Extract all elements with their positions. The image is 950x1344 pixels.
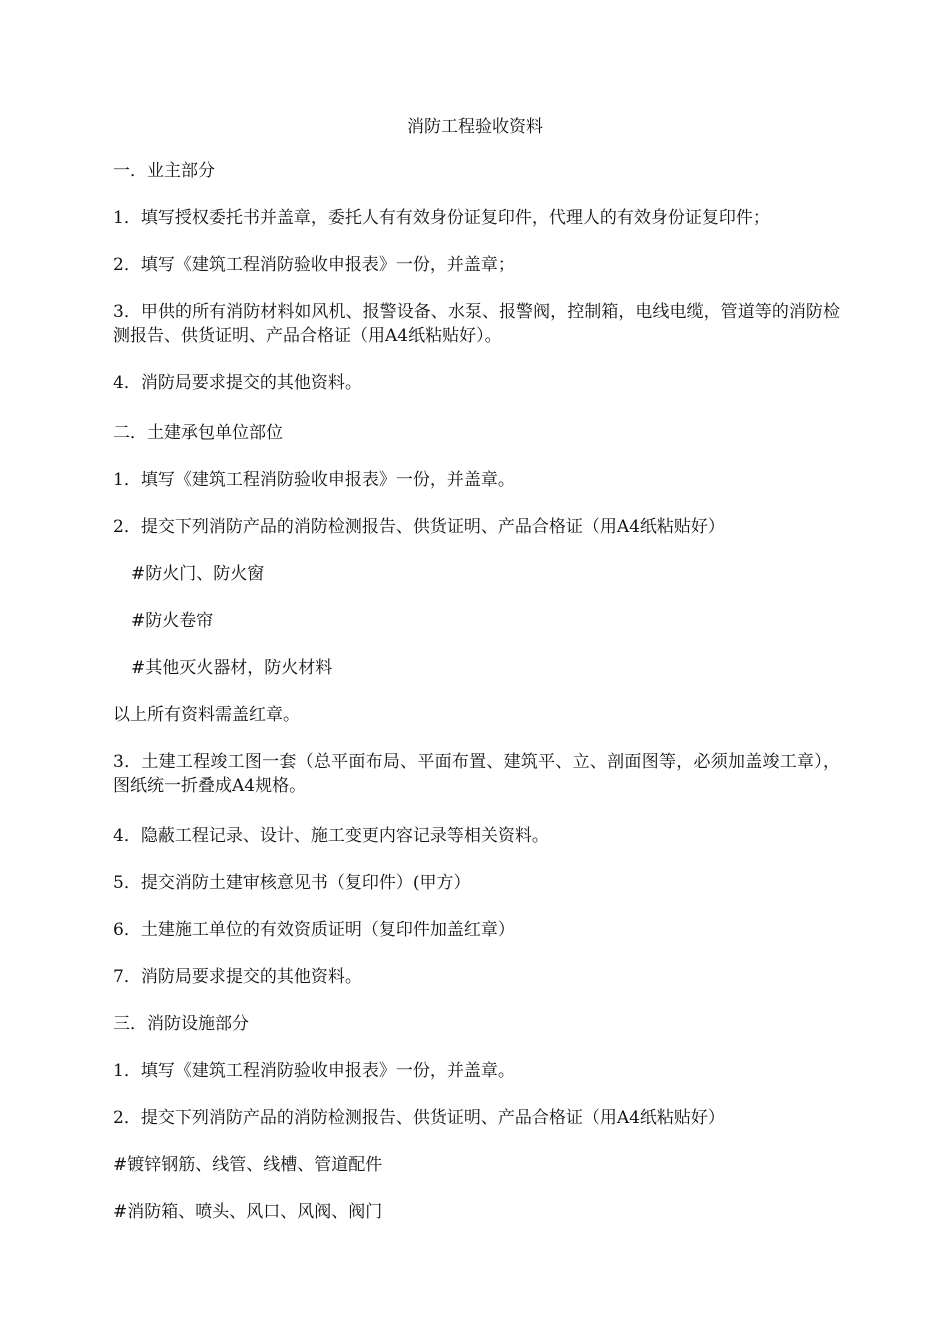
sub-item: #防火卷帘 [131,611,214,631]
list-item: 2．提交下列消防产品的消防检测报告、供货证明、产品合格证（用A4纸粘贴好） [113,517,725,537]
sub-item: #其他灭火器材，防火材料 [131,658,333,678]
list-item: 2．提交下列消防产品的消防检测报告、供货证明、产品合格证（用A4纸粘贴好） [113,1108,725,1128]
sub-item: #防火门、防火窗 [131,564,265,584]
note-text: 以上所有资料需盖红章。 [113,705,300,725]
list-item: 2．填写《建筑工程消防验收申报表》一份，并盖章； [113,255,515,275]
list-item: 4．隐蔽工程记录、设计、施工变更内容记录等相关资料。 [113,826,549,846]
list-item: 4．消防局要求提交的其他资料。 [113,373,362,393]
list-item: 5．提交消防土建审核意见书（复印件）(甲方） [113,873,471,893]
section-heading-civil: 二．土建承包单位部位 [113,423,283,443]
list-item: 1．填写授权委托书并盖章，委托人有有效身份证复印件，代理人的有效身份证复印件； [113,208,770,228]
sub-item: #镀锌钢筋、线管、线槽、管道配件 [113,1155,383,1175]
section-heading-fire-facilities: 三．消防设施部分 [113,1014,249,1034]
list-item: 3．土建工程竣工图一套（总平面布局、平面布置、建筑平、立、剖面图等，必须加盖竣工章），图纸统一折叠成A4规格。 [113,752,840,796]
list-item: 1．填写《建筑工程消防验收申报表》一份，并盖章。 [113,1061,515,1081]
list-item: 7．消防局要求提交的其他资料。 [113,967,362,987]
document-title: 消防工程验收资料 [407,117,543,137]
sub-item: #消防箱、喷头、风口、风阀、阀门 [113,1202,383,1222]
list-item: 1．填写《建筑工程消防验收申报表》一份，并盖章。 [113,470,515,490]
section-heading-owner: 一．业主部分 [113,161,215,181]
list-item: 3．甲供的所有消防材料如风机、报警设备、水泵、报警阀，控制箱，电线电缆，管道等的消防检测报告、供货证明、产品合格证（用A4纸粘贴好）。 [113,302,840,346]
list-item: 6．土建施工单位的有效资质证明（复印件加盖红章） [113,920,515,940]
